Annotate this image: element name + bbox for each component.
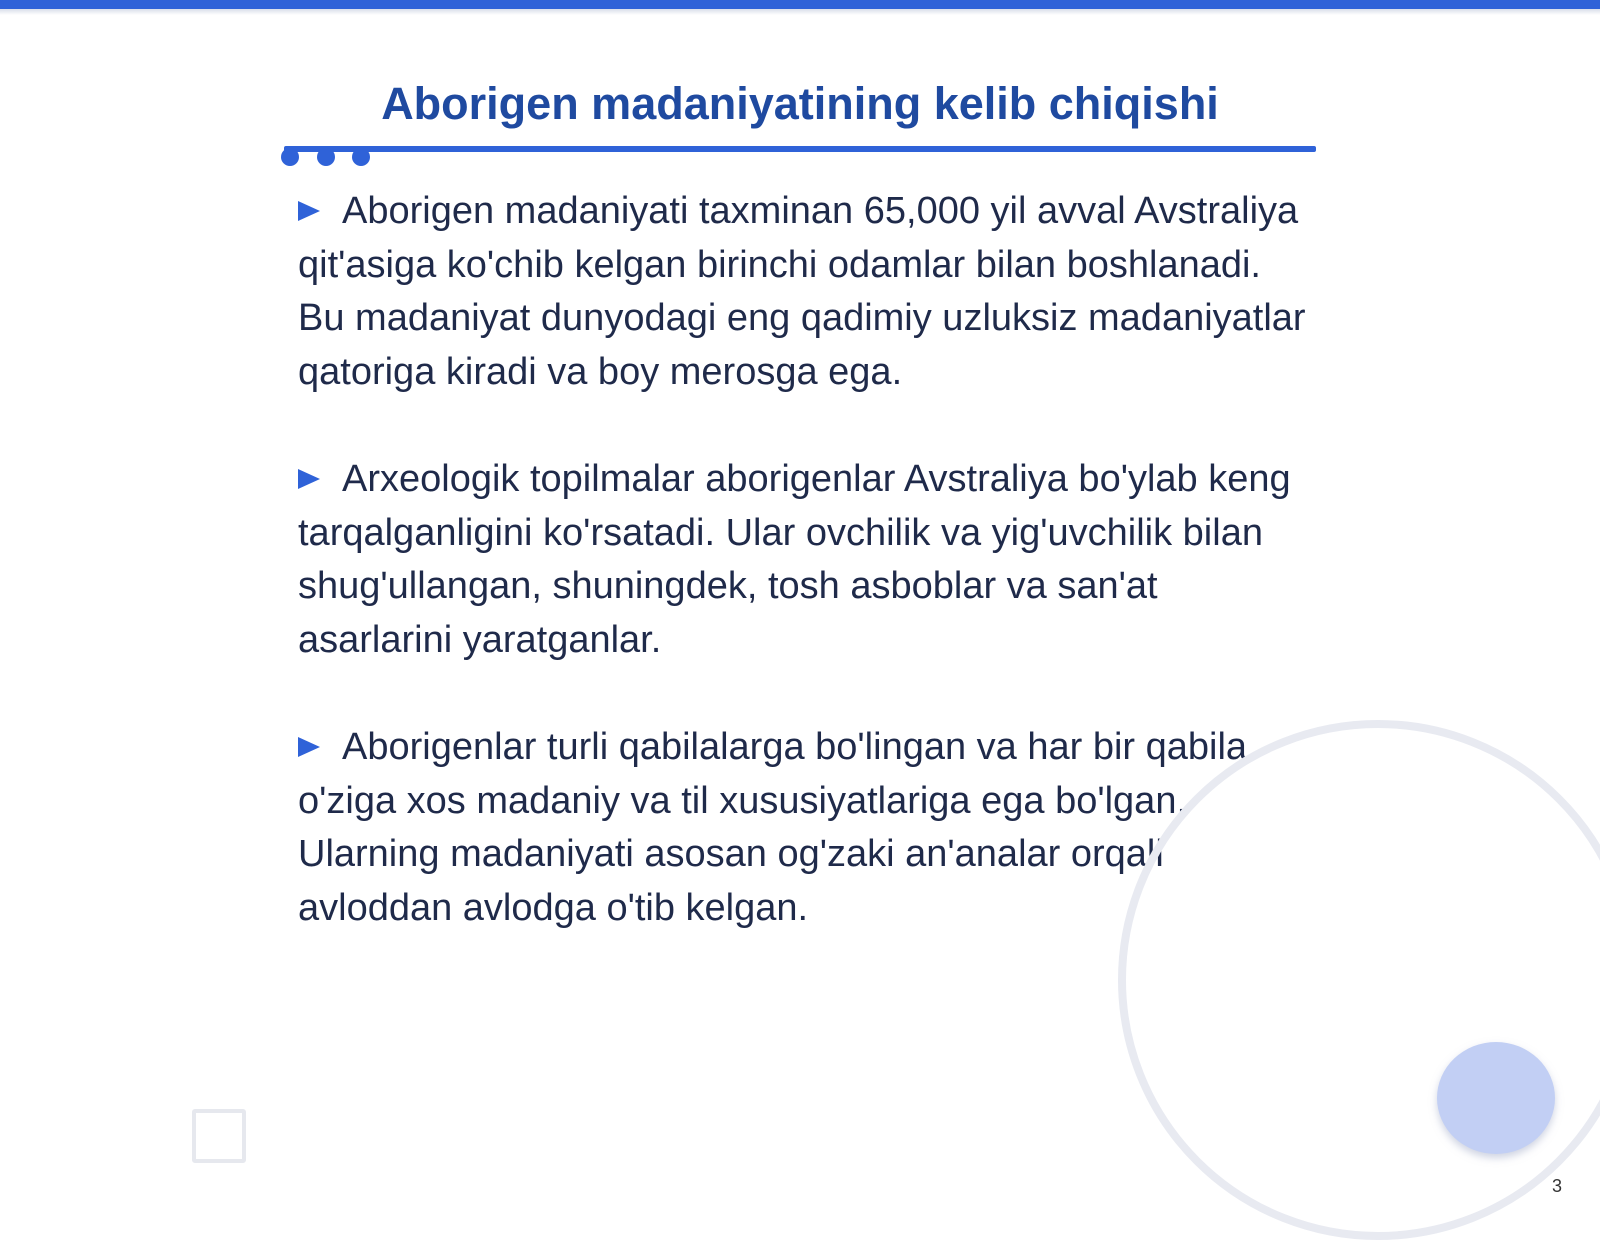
title-underline: [284, 146, 1316, 152]
decorative-square: [192, 1109, 246, 1163]
bullet-text: Aborigen madaniyati taxminan 65,000 yil avval Avstraliya qit'asiga ko'chib kelgan birinchi odamlar bilan boshlanadi. Bu madaniyat dunyodagi eng qadimiy uzluksiz madaniyatlar qatoriga kiradi va boy merosga ega.: [298, 190, 1306, 393]
bullet-item: [298, 185, 1318, 399]
title-dot-2: [317, 148, 335, 166]
bullet-text: Arxeologik topilmalar aborigenlar Avstraliya bo'ylab keng tarqalganligini ko'rsatadi. Ular ovchilik va yig'uvchilik bilan shug'ullangan, shuningdek, tosh asboblar va san'at asarlarini yaratganlar.: [298, 458, 1291, 661]
slide-title: Aborigen madaniyatining kelib chiqishi: [381, 78, 1219, 129]
page-number: 3: [1552, 1176, 1563, 1196]
decorative-circle: [1437, 1042, 1555, 1154]
top-bar-shadow: [0, 9, 1600, 15]
triangle-right-icon: [298, 201, 320, 221]
triangle-right-icon: [298, 469, 320, 489]
bullet-item: [298, 453, 1318, 667]
title-dot-3: [352, 148, 370, 166]
bullet-text: Aborigenlar turli qabilalarga bo'lingan va har bir qabila o'ziga xos madaniy va til xususiyatlariga ega bo'lgan. Ularning madaniyati asosan og'zaki an'analar orqali avloddan avlodga o'tib kelgan.: [298, 726, 1248, 929]
top-accent-bar: [0, 0, 1600, 9]
title-dot-1: [281, 148, 299, 166]
triangle-right-icon: [298, 737, 320, 757]
